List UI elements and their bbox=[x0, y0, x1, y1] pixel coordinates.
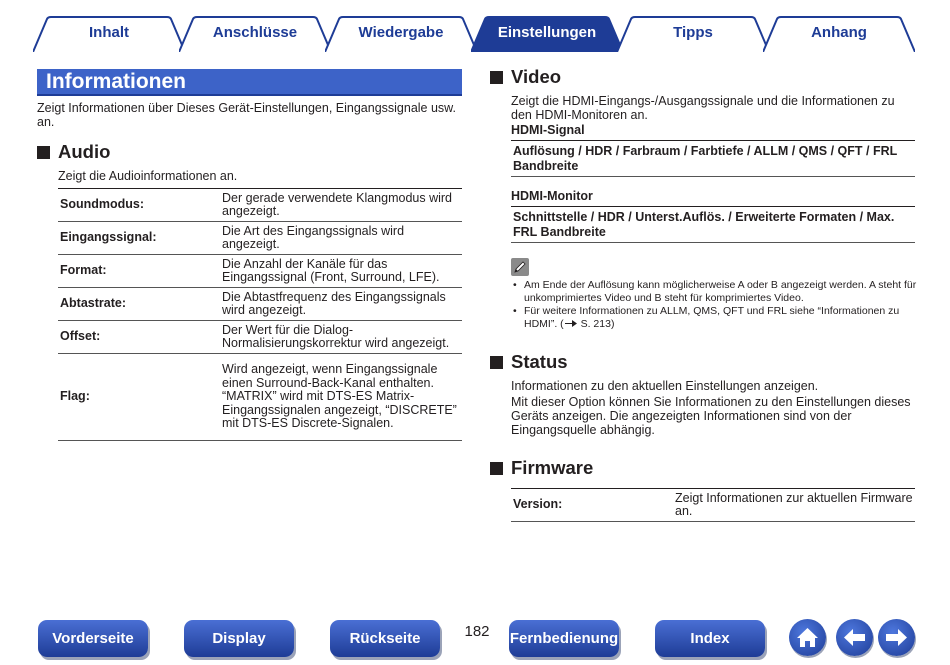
page-number: 182 bbox=[464, 623, 490, 640]
row-value: Die Art des Eingangssignals wird angezeigt. bbox=[222, 223, 405, 251]
video-heading-text: Video bbox=[511, 66, 562, 87]
video-intro: Zeigt die HDMI-Eingangs-/Ausgangssignale und die Informationen zu den HDMI-Monitoren an. bbox=[511, 94, 895, 122]
nav-button-label: Vorderseite bbox=[52, 630, 134, 647]
table-row bbox=[58, 189, 462, 222]
note-item bbox=[513, 305, 917, 331]
row-key: Soundmodus: bbox=[60, 197, 145, 212]
pencil-icon bbox=[511, 258, 529, 276]
tab-label: Anschlüsse bbox=[212, 24, 298, 41]
audio-intro: Zeigt die Audioinformationen an. bbox=[58, 169, 238, 183]
note-page-ref[interactable]: S. 213) bbox=[580, 318, 615, 330]
table-row bbox=[58, 222, 462, 255]
nav-button-label: Display bbox=[212, 630, 266, 647]
row-value: Der Wert für die Dialog-Normalisierungskorrektur wird angezeigt. bbox=[222, 322, 450, 350]
heading-bullet-icon bbox=[490, 462, 503, 475]
audio-heading-text: Audio bbox=[58, 141, 111, 162]
table-row bbox=[58, 255, 462, 288]
row-key: Format: bbox=[60, 263, 107, 278]
section-intro: Zeigt Informationen über Dieses Gerät-Einstellungen, Eingangssignale usw. an. bbox=[37, 101, 456, 129]
tab-anhang[interactable] bbox=[763, 16, 915, 52]
heading-bullet-icon bbox=[490, 71, 503, 84]
row-value: Der gerade verwendete Klangmodus wird angezeigt. bbox=[222, 190, 452, 218]
tab-tipps[interactable] bbox=[617, 16, 769, 52]
table-row bbox=[58, 321, 462, 354]
nav-button-display[interactable] bbox=[184, 620, 294, 657]
tab-label: Tipps bbox=[673, 24, 713, 41]
hdmi-signal-label: HDMI-Signal bbox=[511, 123, 585, 137]
nav-button-index[interactable] bbox=[655, 620, 765, 657]
row-key: Offset: bbox=[60, 329, 101, 344]
nav-button-vorderseite[interactable] bbox=[38, 620, 148, 657]
arrow-left-icon[interactable] bbox=[836, 619, 873, 656]
heading-bullet-icon bbox=[37, 146, 50, 159]
tab-label: Inhalt bbox=[89, 24, 129, 41]
hdmi-monitor-items: Schnittstelle / HDR / Unterst.Auflös. / Erweiterte Formaten / Max. FRL Bandbreite bbox=[511, 206, 915, 243]
row-value: Die Abtastfrequenz des Eingangssignals wird angezeigt. bbox=[222, 289, 446, 317]
firmware-heading bbox=[490, 457, 593, 479]
arrow-right-icon[interactable] bbox=[878, 619, 915, 656]
audio-info-table bbox=[58, 188, 462, 441]
table-row bbox=[511, 489, 915, 522]
status-line1: Informationen zu den aktuellen Einstellungen anzeigen. bbox=[511, 379, 819, 393]
nav-button-label: Index bbox=[690, 630, 730, 647]
nav-button-fernbedienung[interactable] bbox=[509, 620, 619, 657]
hdmi-monitor-label: HDMI-Monitor bbox=[511, 189, 593, 203]
hdmi-signal-items: Auflösung / HDR / Farbraum / Farbtiefe / ALLM / QMS / QFT / FRL Bandbreite bbox=[511, 140, 915, 177]
note-item: • Am Ende der Auflösung kann möglicherweise A oder B angezeigt werden. A steht für unkomprimiertes Video und B steht für komprimiertes Video. bbox=[513, 279, 917, 305]
section-title: Informationen bbox=[46, 70, 186, 93]
tab-wiedergabe[interactable] bbox=[325, 16, 477, 52]
nav-button-rueckseite[interactable] bbox=[330, 620, 440, 657]
page-reference-icon bbox=[564, 319, 578, 328]
tab-label: Anhang bbox=[811, 24, 867, 41]
table-row bbox=[58, 288, 462, 321]
status-line2: Mit dieser Option können Sie Informationen zu den Einstellungen dieses Geräts anzeigen. Die angezeigten Informationen sind von der Eingangsquelle abhängig. bbox=[511, 395, 911, 437]
firmware-table bbox=[511, 488, 915, 522]
heading-bullet-icon bbox=[490, 356, 503, 369]
audio-heading bbox=[37, 141, 110, 163]
home-icon[interactable] bbox=[789, 619, 826, 656]
tab-bar bbox=[33, 16, 915, 52]
row-value: Wird angezeigt, wenn Eingangssignale einen Surround-Back-Kanal enthalten. “MATRIX” wird mit DTS-ES Matrix-Eingangssignalen angezeigt, “DISCRETE” mit DTS-ES Discrete-Signalen. bbox=[222, 362, 457, 431]
tab-inhalt[interactable] bbox=[33, 16, 185, 52]
tab-label: Wiedergabe bbox=[358, 24, 444, 41]
row-key: Version: bbox=[513, 497, 563, 512]
section-title-banner bbox=[37, 69, 462, 96]
row-value: Zeigt Informationen zur aktuellen Firmware an. bbox=[675, 490, 913, 518]
status-heading bbox=[490, 351, 568, 373]
row-key: Flag: bbox=[60, 389, 90, 404]
row-value: Die Anzahl der Kanäle für das Eingangssignal (Front, Surround, LFE). bbox=[222, 256, 440, 284]
video-notes bbox=[513, 279, 917, 331]
firmware-heading-text: Firmware bbox=[511, 457, 594, 478]
row-key: Eingangssignal: bbox=[60, 230, 157, 245]
nav-button-label: Fernbedienung bbox=[509, 630, 619, 647]
tab-label: Einstellungen bbox=[497, 24, 597, 41]
table-row bbox=[58, 354, 462, 441]
note-text: Für weitere Informationen zu ALLM, QMS, QFT und FRL siehe “Informationen zu HDMI”. bbox=[524, 305, 900, 330]
nav-button-label: Rückseite bbox=[349, 630, 421, 647]
row-key: Abtastrate: bbox=[60, 296, 126, 311]
note-ref-open: ( bbox=[560, 318, 564, 330]
tab-anschluesse[interactable] bbox=[179, 16, 331, 52]
status-heading-text: Status bbox=[511, 351, 568, 372]
tab-einstellungen[interactable] bbox=[471, 16, 623, 52]
video-heading bbox=[490, 66, 561, 88]
